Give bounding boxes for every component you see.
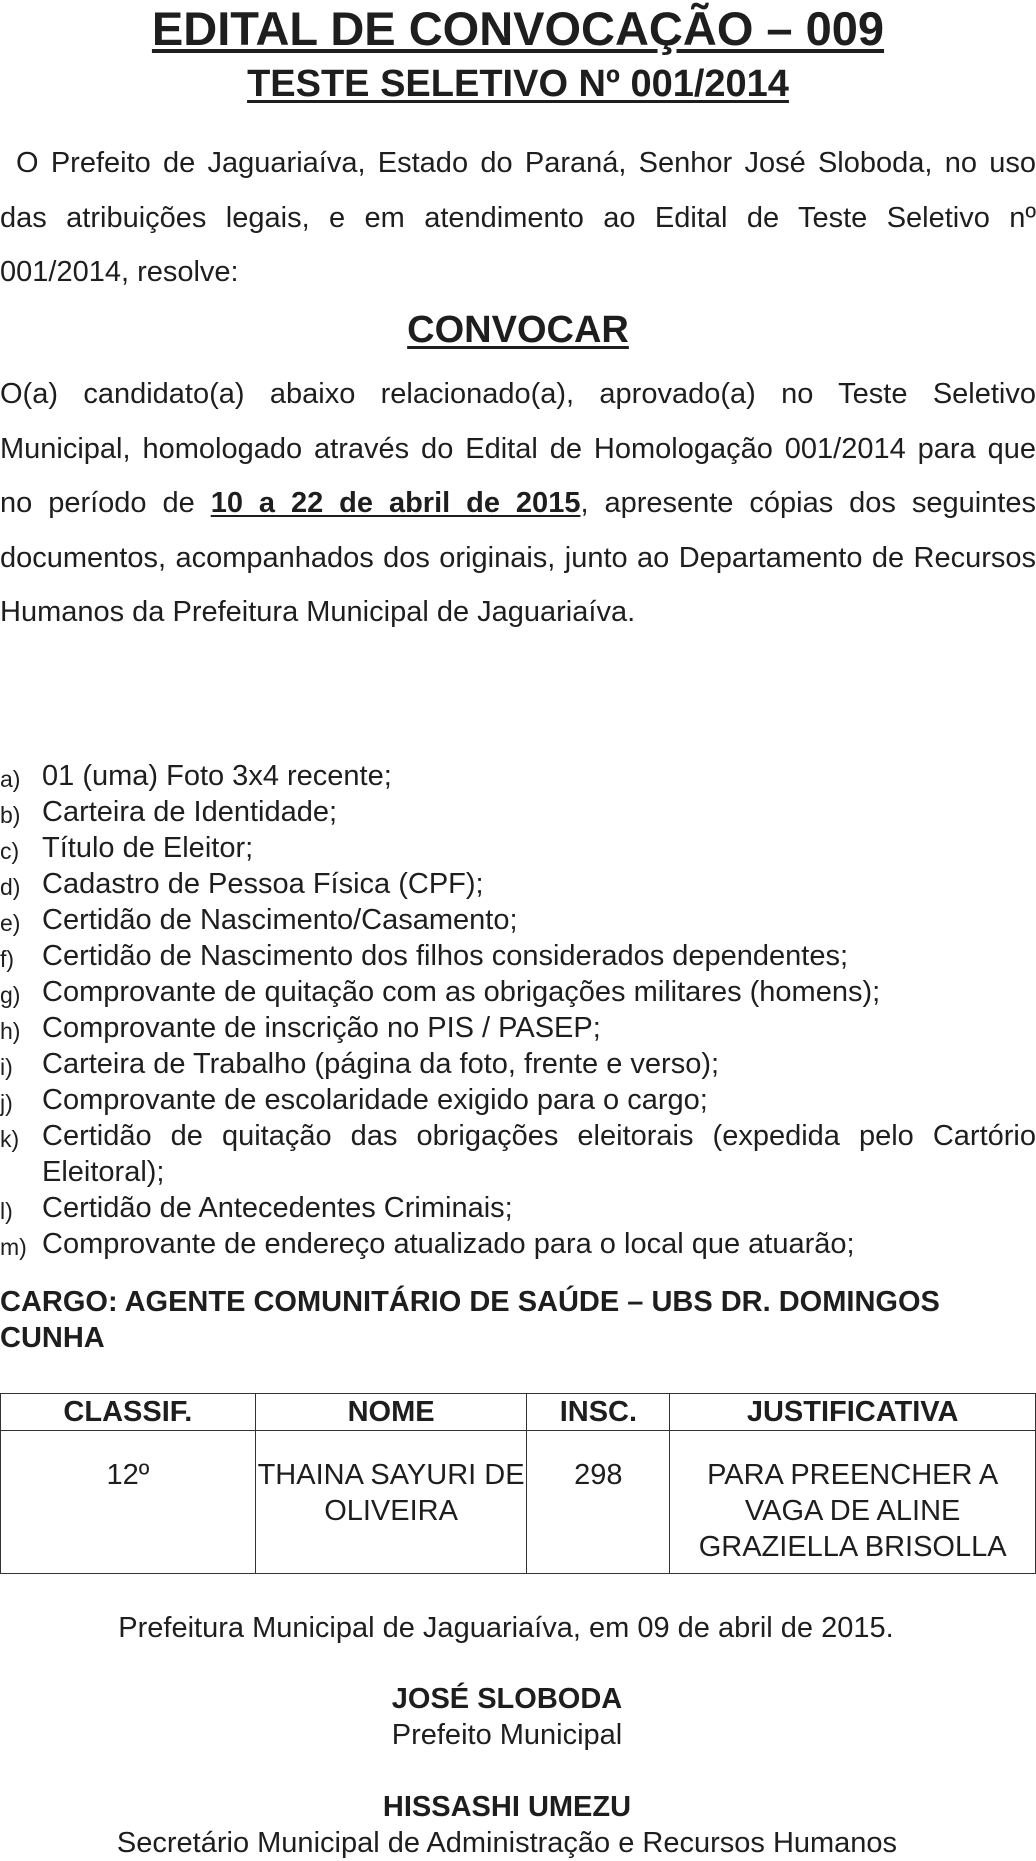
list-item [0, 758, 1036, 794]
item-letter: j) [0, 1090, 13, 1116]
item-letter: e) [0, 910, 21, 936]
item-letter: i) [0, 1054, 13, 1080]
item-letter: b) [0, 802, 21, 828]
signer-role: Secretário Municipal de Administração e Recursos Humanos [116, 1827, 898, 1859]
item-text: Carteira de Identidade; [42, 796, 338, 828]
column-header-justificativa: JUSTIFICATIVA [670, 1394, 1036, 1431]
list-item [0, 974, 1036, 1010]
item-letter: d) [0, 874, 21, 900]
cell-justificativa: PARA PREENCHER A VAGA DE ALINE GRAZIELLA BRISOLLA [670, 1431, 1036, 1574]
list-item [0, 830, 1036, 866]
list-item [0, 938, 1036, 974]
cell-insc: 298 [527, 1431, 670, 1574]
document-title: EDITAL DE CONVOCAÇÃO – 009 [151, 2, 885, 55]
item-letter: h) [0, 1018, 21, 1044]
item-text: Carteira de Trabalho (página da foto, frente e verso); [42, 1048, 720, 1080]
item-text: Comprovante de escolaridade exigido para o cargo; [42, 1084, 708, 1116]
list-item [0, 866, 1036, 902]
item-text: Título de Eleitor; [42, 832, 254, 864]
item-letter: l) [0, 1198, 13, 1224]
column-header-insc: INSC. [527, 1394, 670, 1431]
item-letter: a) [0, 766, 21, 792]
item-letter: c) [0, 838, 20, 864]
action-heading: CONVOCAR [407, 309, 629, 351]
item-text: Certidão de quitação das obrigações eleitorais (expedida pelo Cartório Eleitoral); [42, 1120, 1036, 1188]
item-text: Cadastro de Pessoa Física (CPF); [42, 868, 484, 900]
convocation-text-end: , apresente cópias dos seguintes documentos, acompanhados dos originais, junto ao Departamento de Recursos Humanos da Prefeitura Municipal de Jaguariaíva. [0, 487, 1036, 628]
list-item [0, 902, 1036, 938]
candidates-table [0, 1393, 1036, 1574]
column-header-classif: CLASSIF. [1, 1394, 256, 1431]
list-item [0, 794, 1036, 830]
date-line: Prefeitura Municipal de Jaguariaíva, em 09 de abril de 2015. [118, 1612, 894, 1644]
table-header-row [1, 1394, 1036, 1431]
signer-name: HISSASHI UMEZU [382, 1791, 632, 1823]
cell-nome: THAINA SAYURI DE OLIVEIRA [255, 1431, 527, 1574]
list-item [0, 1010, 1036, 1046]
list-item [0, 1046, 1036, 1082]
item-text: Comprovante de endereço atualizado para o local que atuarão; [42, 1228, 855, 1260]
item-text: Certidão de Nascimento dos filhos considerados dependentes; [42, 940, 849, 972]
list-item [0, 1082, 1036, 1118]
cargo-heading: CARGO: AGENTE COMUNITÁRIO DE SAÚDE – UBS DR. DOMINGOS CUNHA [0, 1286, 940, 1354]
convocation-period: 10 a 22 de abril de 2015 [210, 487, 581, 519]
table-row [1, 1431, 1036, 1574]
signer-role: Prefeito Municipal [391, 1719, 623, 1751]
cell-classif: 12º [1, 1431, 256, 1574]
item-text: Certidão de Nascimento/Casamento; [42, 904, 518, 936]
list-item [0, 1190, 1036, 1226]
item-letter: g) [0, 982, 21, 1008]
item-letter: k) [0, 1126, 20, 1152]
convocation-paragraph [0, 367, 1036, 640]
document-subtitle: TESTE SELETIVO Nº 001/2014 [247, 63, 789, 105]
item-text: Comprovante de inscrição no PIS / PASEP; [42, 1012, 601, 1044]
item-text: Comprovante de quitação com as obrigações militares (homens); [42, 976, 881, 1008]
intro-paragraph: O Prefeito de Jaguariaíva, Estado do Paraná, Senhor José Sloboda, no uso das atribuições legais, e em atendimento ao Edital de Teste Seletivo nº 001/2014, resolve: [0, 147, 1036, 288]
item-text: Certidão de Antecedentes Criminais; [42, 1192, 513, 1224]
item-letter: m) [0, 1234, 27, 1260]
signer-name: JOSÉ SLOBODA [391, 1683, 623, 1715]
item-text: 01 (uma) Foto 3x4 recente; [42, 760, 392, 792]
column-header-nome: NOME [255, 1394, 527, 1431]
list-item [0, 1118, 1036, 1190]
item-letter: f) [0, 946, 15, 972]
documents-list [0, 758, 1036, 1262]
list-item [0, 1226, 1036, 1262]
convocation-text-start: O(a) candidato(a) abaixo relacionado(a), aprovado(a) no Teste Seletivo Municipal, homologado através do Edital de Homologação 001/2014 para que no período de [0, 378, 1036, 519]
